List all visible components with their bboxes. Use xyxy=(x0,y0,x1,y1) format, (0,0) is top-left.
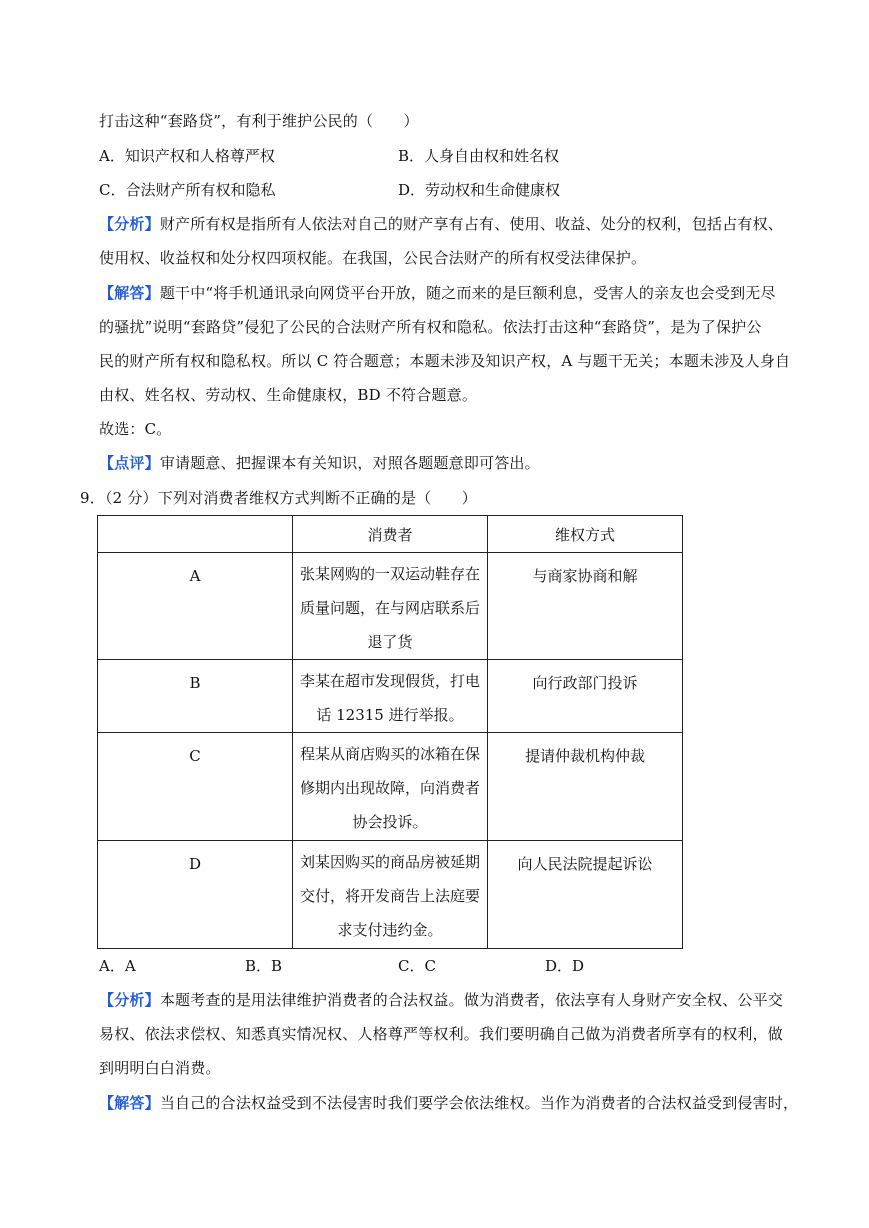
q9-option-a: A．A xyxy=(99,957,136,975)
q8-comment-text: 审请题意、把握课本有关知识，对照各题题意即可答出。 xyxy=(159,454,540,472)
table-header-method: 维权方式 xyxy=(488,516,683,553)
q9-option-c: C．C xyxy=(398,957,436,975)
q9-table xyxy=(97,515,683,949)
q8-option-d: D．劳动权和生命健康权 xyxy=(398,181,561,199)
row-method: 与商家协商和解 xyxy=(488,553,683,660)
q9-stem: 9．（2 分）下列对消费者维权方式判断不正确的是（ ） xyxy=(80,489,477,507)
table-row xyxy=(98,553,683,660)
table-row xyxy=(98,841,683,949)
answer-tag: 【解答】 xyxy=(99,1094,160,1112)
row-letter: C xyxy=(98,733,293,841)
q9-analysis-line-2: 易权、依法求偿权、知悉真实情况权、人格尊严等权利。我们要明确自己做为消费者所享有的权利，做 xyxy=(99,1025,784,1043)
row-method: 向人民法院提起诉讼 xyxy=(488,841,683,949)
q8-answer-text-1: 题干中“将手机通讯录向网贷平台开放，随之而来的是巨额利息，受害人的亲友也会受到无尽 xyxy=(159,284,776,302)
row-method: 向行政部门投诉 xyxy=(488,660,683,733)
q8-choice: 故选：C。 xyxy=(99,420,172,438)
q9-answer-line-1 xyxy=(99,1093,798,1113)
row-letter: B xyxy=(98,660,293,733)
q8-analysis-line-2: 使用权、收益权和处分权四项权能。在我国，公民合法财产的所有权受法律保护。 xyxy=(99,249,647,267)
row-description: 程某从商店购买的冰箱在保修期内出现故障，向消费者协会投诉。 xyxy=(299,745,480,831)
q8-answer-line-1 xyxy=(99,283,776,303)
q8-answer-line-2: 的骚扰”说明“套路贷”侵犯了公民的合法财产所有权和隐私。依法打击这种“套路贷”，是为了保护公 xyxy=(99,318,762,336)
q9-answer-text-1: 当自己的合法权益受到不法侵害时我们要学会依法维权。当作为消费者的合法权益受到侵害时， xyxy=(159,1094,799,1112)
table-row xyxy=(98,660,683,733)
q8-comment xyxy=(99,453,540,473)
q8-option-c: C．合法财产所有权和隐私 xyxy=(99,181,276,199)
q8-analysis-line-1 xyxy=(99,214,783,234)
table-header-row xyxy=(98,516,683,553)
table-header-cell-empty xyxy=(98,516,293,553)
q9-analysis-line-1 xyxy=(99,990,783,1010)
q9-option-b: B．B xyxy=(245,957,283,975)
row-letter: A xyxy=(98,553,293,660)
analysis-tag: 【分析】 xyxy=(99,215,160,233)
table-header-consumer: 消费者 xyxy=(293,516,488,553)
q8-stem: 打击这种“套路贷”，有利于维护公民的（ ） xyxy=(99,112,419,130)
analysis-tag: 【分析】 xyxy=(99,991,160,1009)
q9-option-d: D．D xyxy=(545,957,585,975)
answer-tag: 【解答】 xyxy=(99,284,160,302)
q8-option-b: B．人身自由权和姓名权 xyxy=(398,147,560,165)
table-row xyxy=(98,733,683,841)
q8-answer-line-4: 由权、姓名权、劳动权、生命健康权，BD 不符合题意。 xyxy=(99,386,478,404)
q8-analysis-text-1: 财产所有权是指所有人依法对自己的财产享有占有、使用、收益、处分的权利，包括占有权、 xyxy=(159,215,784,233)
comment-tag: 【点评】 xyxy=(99,454,160,472)
q9-analysis-text-1: 本题考查的是用法律维护消费者的合法权益。做为消费者，依法享有人身财产安全权、公平交 xyxy=(159,991,784,1009)
row-letter: D xyxy=(98,841,293,949)
row-description: 刘某因购买的商品房被延期交付，将开发商告上法庭要求支付违约金。 xyxy=(299,853,480,939)
row-description: 张某网购的一双运动鞋存在质量问题，在与网店联系后退了货 xyxy=(299,565,480,651)
q8-answer-line-3: 民的财产所有权和隐私权。所以 C 符合题意；本题未涉及知识产权，A 与题干无关；本题未涉及人身自 xyxy=(99,352,791,370)
row-description: 李某在超市发现假货，打电话 12315 进行举报。 xyxy=(299,672,480,724)
q9-analysis-line-3: 到明明白白消费。 xyxy=(99,1059,221,1077)
row-method: 提请仲裁机构仲裁 xyxy=(488,733,683,841)
q8-option-a: A．知识产权和人格尊严权 xyxy=(99,147,275,165)
